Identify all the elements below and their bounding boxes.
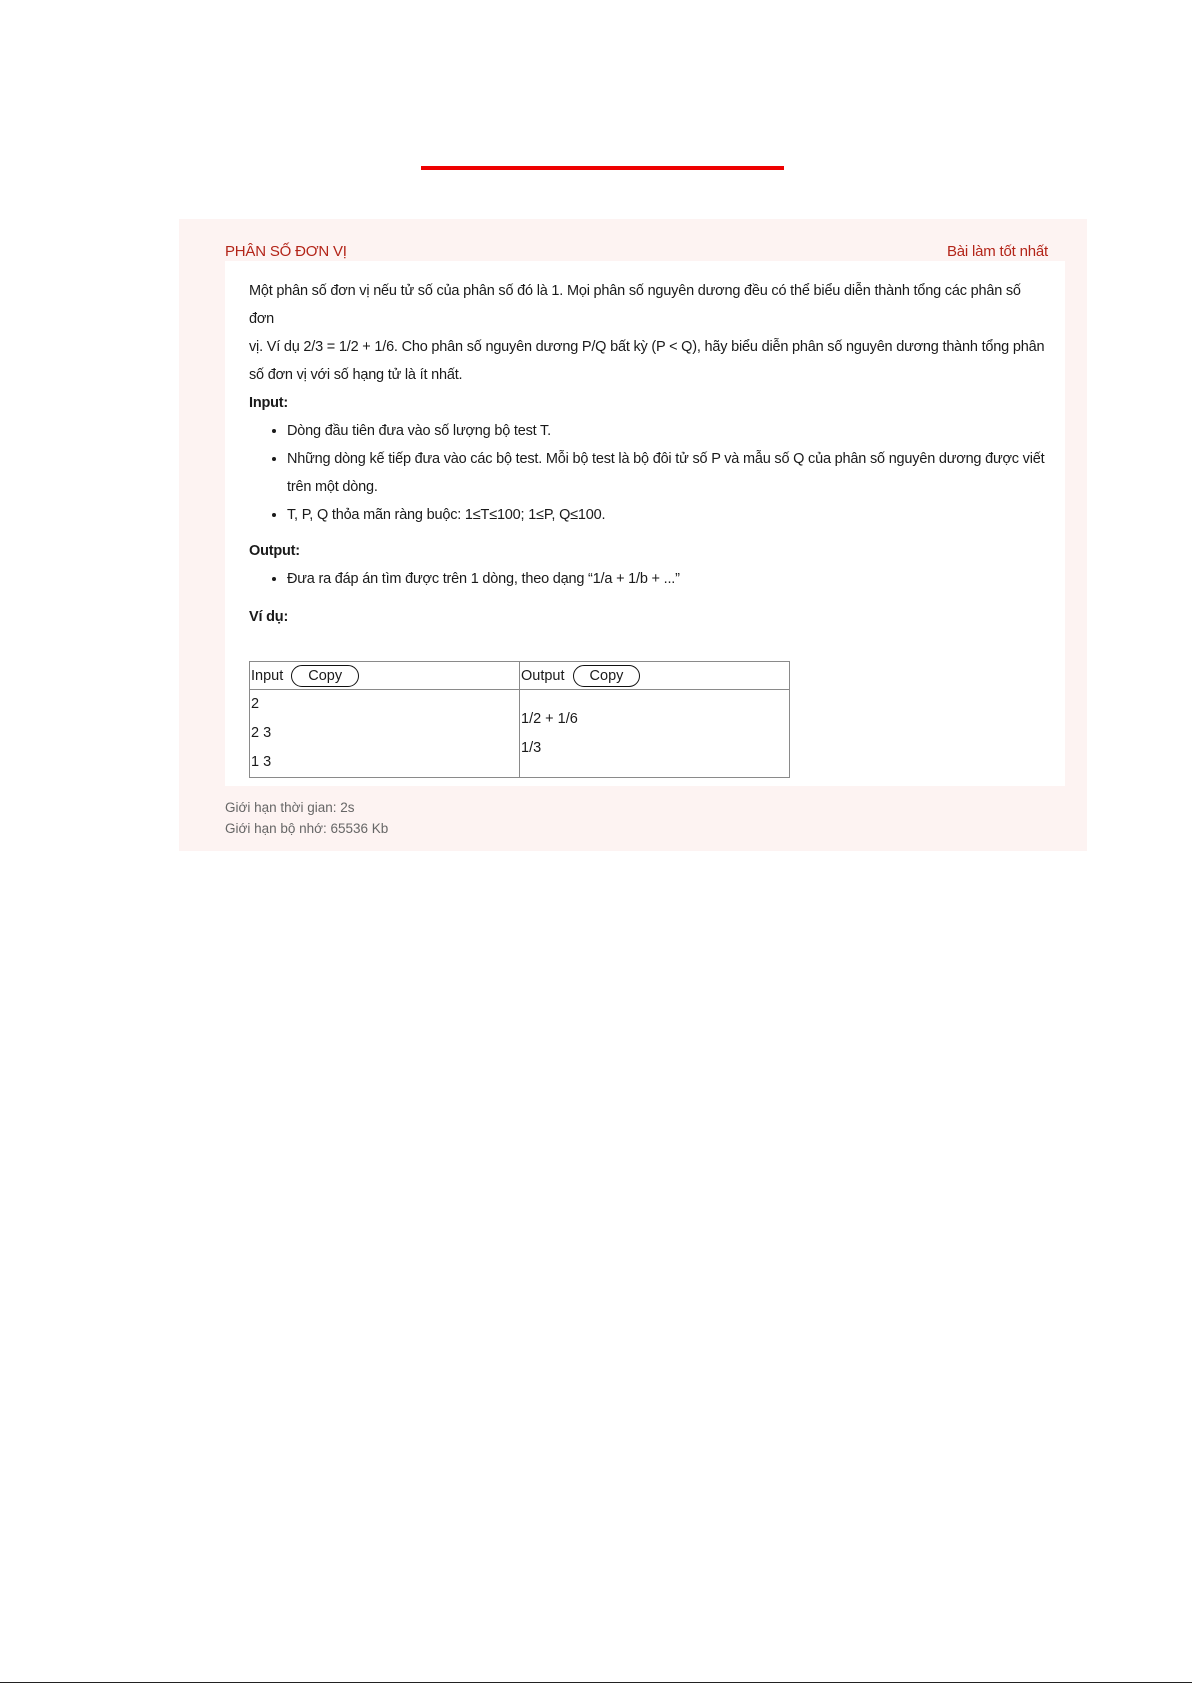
input-spec-list <box>249 417 1049 529</box>
output-heading: Output: <box>249 543 300 559</box>
page-bottom-divider <box>0 1682 1192 1683</box>
time-limit: Giới hạn thời gian: 2s <box>225 800 355 815</box>
table-row <box>250 690 790 778</box>
description-line: Một phân số đơn vị nếu tử số của phân số đó là 1. Mọi phân số nguyên dương đều có thể biểu diễn thành tổng các phân số đơn <box>249 283 1021 327</box>
example-heading: Ví dụ: <box>249 609 289 625</box>
copy-output-button[interactable]: Copy <box>573 665 641 687</box>
problem-title: PHÂN SỐ ĐƠN VỊ <box>225 243 347 260</box>
output-line: 1/3 <box>521 739 542 756</box>
output-header-label: Output <box>521 667 565 684</box>
output-column-header <box>520 662 790 690</box>
input-line: 2 <box>251 696 260 712</box>
example-table <box>249 661 790 778</box>
example-input-cell <box>250 690 520 778</box>
list-item-text: trên một dòng. <box>287 479 378 495</box>
input-line: 1 3 <box>251 754 272 770</box>
output-line: 1/2 + 1/6 <box>521 710 578 727</box>
table-header-row <box>250 662 790 690</box>
input-header-label: Input <box>251 667 284 684</box>
list-item: • Dòng đầu tiên đưa vào số lượng bộ test T. <box>287 417 1049 445</box>
problem-statement <box>249 277 1049 631</box>
list-item-text: Những dòng kế tiếp đưa vào các bộ test. Mỗi bộ test là bộ đôi tử số P và mẫu số Q của phân số nguyên dương được viết <box>287 451 1045 467</box>
input-line: 2 3 <box>251 725 272 741</box>
best-submission-link[interactable]: Bài làm tốt nhất <box>946 243 1048 260</box>
copy-input-button[interactable]: Copy <box>291 665 359 687</box>
example-output-cell <box>520 690 790 778</box>
description-line: số đơn vị với số hạng tử là ít nhất. <box>249 367 463 383</box>
top-red-divider <box>421 166 784 170</box>
input-column-header <box>250 662 520 690</box>
list-item: • Đưa ra đáp án tìm được trên 1 dòng, theo dạng “1/a + 1/b + ...” <box>287 565 1049 593</box>
list-item: • T, P, Q thỏa mãn ràng buộc: 1≤T≤100; 1≤P, Q≤100. <box>287 501 1049 529</box>
list-item <box>287 445 1049 501</box>
problem-panel <box>179 219 1087 851</box>
description-line: vị. Ví dụ 2/3 = 1/2 + 1/6. Cho phân số nguyên dương P/Q bất kỳ (P < Q), hãy biểu diễn phân số nguyên dương thành tổng phân <box>249 339 1045 355</box>
memory-limit: Giới hạn bộ nhớ: 65536 Kb <box>225 821 389 836</box>
input-heading: Input: <box>249 395 289 411</box>
problem-statement-card <box>225 261 1065 786</box>
limits-info <box>225 797 388 839</box>
output-spec-list <box>249 565 1049 593</box>
